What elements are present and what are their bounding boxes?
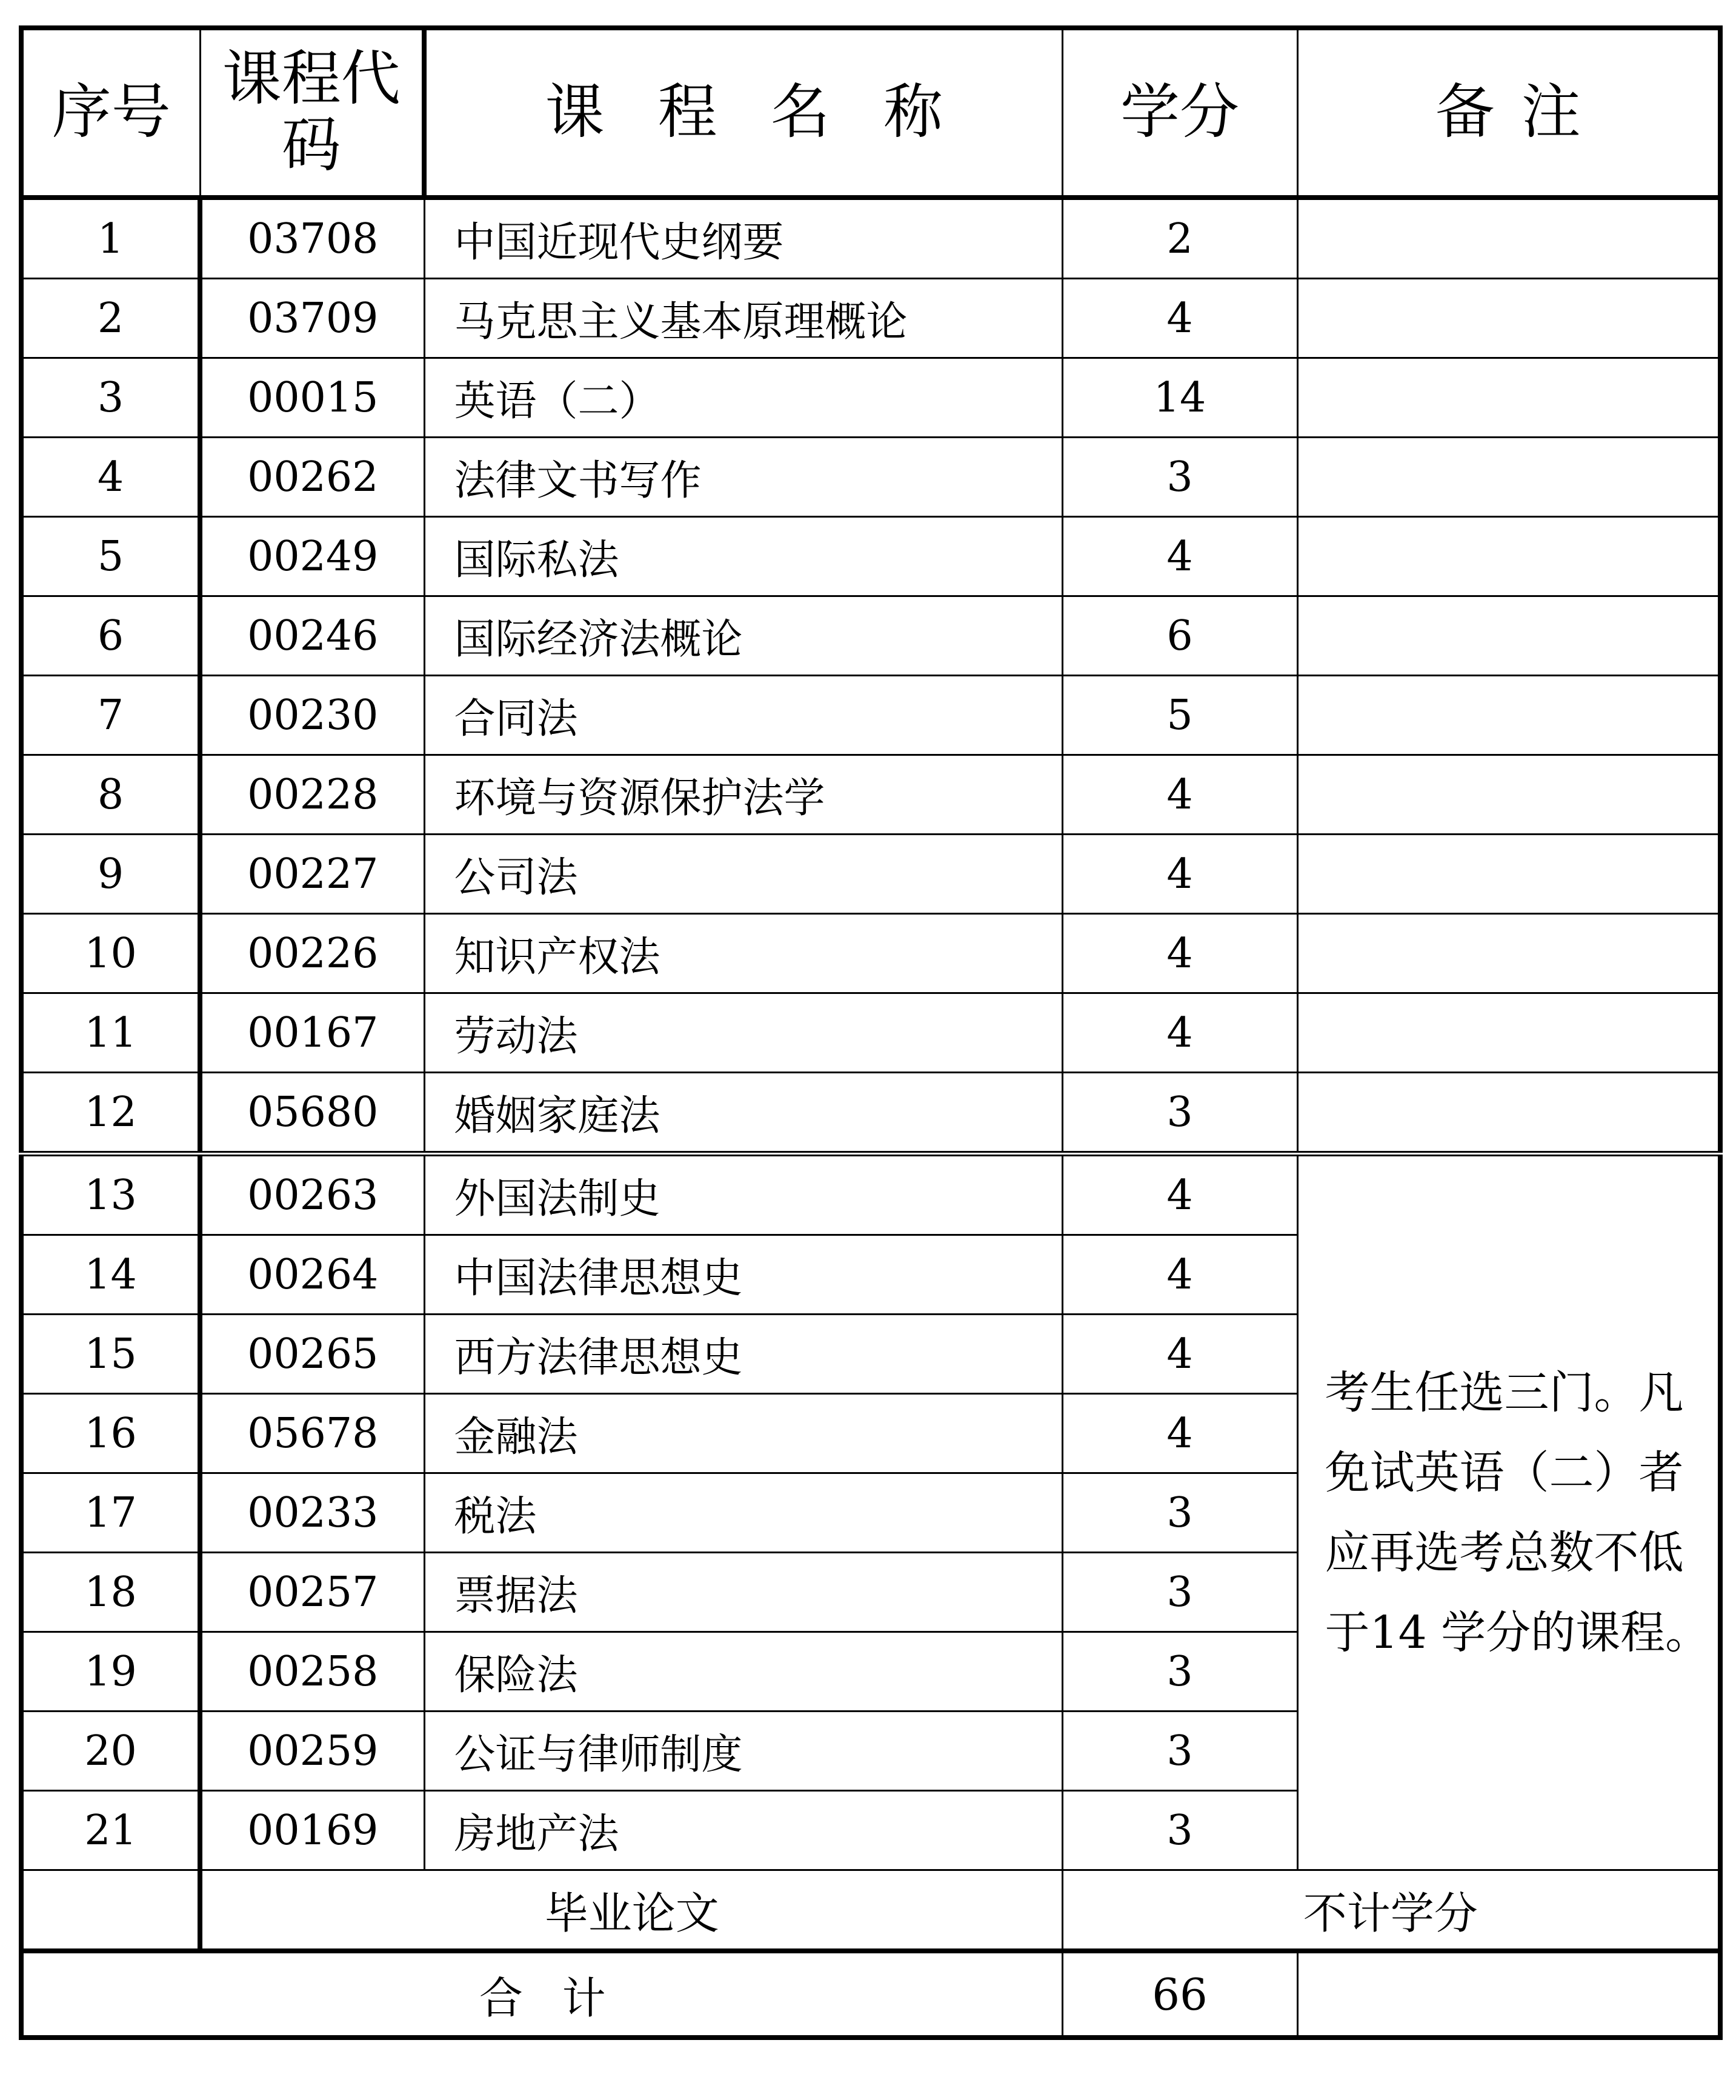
course-credits: 4 [1062,1154,1297,1235]
course-note [1297,676,1720,755]
course-credits: 4 [1062,517,1297,596]
table-wrapper [19,25,1723,2040]
course-code: 00264 [200,1235,424,1315]
course-index: 4 [21,438,200,517]
thesis-credits: 不计学分 [1062,1870,1720,1952]
course-credits: 5 [1062,676,1297,755]
thesis-row [21,1870,1720,1952]
course-name: 环境与资源保护法学 [424,755,1062,835]
course-name: 公司法 [424,835,1062,914]
table-row [21,438,1720,517]
course-note [1297,835,1720,914]
table-row [21,755,1720,835]
course-code: 00246 [200,596,424,676]
table-row [21,1073,1720,1154]
header-course-name: 课程名称 [424,28,1062,198]
course-credits: 3 [1062,1473,1297,1553]
course-code: 00263 [200,1154,424,1235]
course-credits: 3 [1062,1791,1297,1870]
header-note: 备注 [1297,28,1720,198]
table-row [21,198,1720,279]
course-index: 14 [21,1235,200,1315]
course-code: 00262 [200,438,424,517]
table-row [21,914,1720,993]
course-note [1297,596,1720,676]
course-credits: 3 [1062,1712,1297,1791]
header-credits: 学分 [1062,28,1297,198]
course-name: 马克思主义基本原理概论 [424,279,1062,358]
course-index: 3 [21,358,200,438]
course-index: 11 [21,993,200,1073]
course-index: 9 [21,835,200,914]
course-note [1297,755,1720,835]
course-index: 8 [21,755,200,835]
course-name: 票据法 [424,1553,1062,1632]
course-code: 00257 [200,1553,424,1632]
course-code: 00230 [200,676,424,755]
course-name: 保险法 [424,1632,1062,1712]
course-name: 国际私法 [424,517,1062,596]
course-code: 00265 [200,1315,424,1394]
course-index: 21 [21,1791,200,1870]
course-index: 1 [21,198,200,279]
course-name: 西方法律思想史 [424,1315,1062,1394]
course-code: 00169 [200,1791,424,1870]
course-code: 00228 [200,755,424,835]
course-index: 19 [21,1632,200,1712]
header-index: 序号 [21,28,200,198]
course-index: 2 [21,279,200,358]
course-index: 12 [21,1073,200,1154]
course-name: 英语（二） [424,358,1062,438]
table-row [21,517,1720,596]
course-credits: 14 [1062,358,1297,438]
course-index: 17 [21,1473,200,1553]
course-note [1297,279,1720,358]
course-index: 15 [21,1315,200,1394]
course-credits: 3 [1062,438,1297,517]
table-row [21,993,1720,1073]
elective-note-text: 考生任选三门。凡免试英语（二）者应再选考总数不低于14 学分的课程。 [1325,1367,1711,1659]
course-code: 00259 [200,1712,424,1791]
table-row [21,676,1720,755]
course-credits: 4 [1062,993,1297,1073]
course-code: 03709 [200,279,424,358]
course-note [1297,438,1720,517]
course-code: 00167 [200,993,424,1073]
course-name: 国际经济法概论 [424,596,1062,676]
course-code: 00258 [200,1632,424,1712]
course-note [1297,993,1720,1073]
course-plan-table [19,25,1723,2040]
table-header-row [21,28,1720,198]
course-code: 05680 [200,1073,424,1154]
table-row [21,279,1720,358]
course-name: 房地产法 [424,1791,1062,1870]
course-name: 公证与律师制度 [424,1712,1062,1791]
course-code: 00233 [200,1473,424,1553]
course-name: 中国近现代史纲要 [424,198,1062,279]
course-index: 6 [21,596,200,676]
course-name: 婚姻家庭法 [424,1073,1062,1154]
course-code: 00227 [200,835,424,914]
course-name: 合同法 [424,676,1062,755]
course-index: 7 [21,676,200,755]
course-code: 00249 [200,517,424,596]
course-credits: 4 [1062,835,1297,914]
course-credits: 6 [1062,596,1297,676]
course-index: 13 [21,1154,200,1235]
course-credits: 4 [1062,1235,1297,1315]
table-row [21,358,1720,438]
total-row [21,1951,1720,2038]
course-index: 20 [21,1712,200,1791]
course-credits: 4 [1062,1315,1297,1394]
course-name: 外国法制史 [424,1154,1062,1235]
course-name: 金融法 [424,1394,1062,1473]
course-name: 税法 [424,1473,1062,1553]
thesis-index-cell [21,1870,200,1952]
course-index: 10 [21,914,200,993]
course-name: 法律文书写作 [424,438,1062,517]
course-note [1297,198,1720,279]
course-code: 05678 [200,1394,424,1473]
elective-note [1297,1154,1720,1870]
course-credits: 4 [1062,914,1297,993]
thesis-name: 毕业论文 [200,1870,1062,1952]
table-body [21,198,1720,2038]
total-credits: 66 [1062,1951,1297,2038]
course-credits: 4 [1062,755,1297,835]
course-credits: 3 [1062,1073,1297,1154]
course-index: 16 [21,1394,200,1473]
table-row [21,835,1720,914]
total-note-cell [1297,1951,1720,2038]
course-credits: 2 [1062,198,1297,279]
course-note [1297,358,1720,438]
course-credits: 3 [1062,1632,1297,1712]
course-code: 00226 [200,914,424,993]
table-row [21,596,1720,676]
total-label: 合计 [21,1951,1062,2038]
course-note [1297,914,1720,993]
course-credits: 3 [1062,1553,1297,1632]
table-row [21,1154,1720,1235]
course-code: 00015 [200,358,424,438]
course-name: 劳动法 [424,993,1062,1073]
course-code: 03708 [200,198,424,279]
course-index: 5 [21,517,200,596]
course-index: 18 [21,1553,200,1632]
header-course-code: 课程代码 [200,28,424,198]
course-credits: 4 [1062,279,1297,358]
course-note [1297,1073,1720,1154]
course-name: 知识产权法 [424,914,1062,993]
course-credits: 4 [1062,1394,1297,1473]
course-note [1297,517,1720,596]
course-name: 中国法律思想史 [424,1235,1062,1315]
